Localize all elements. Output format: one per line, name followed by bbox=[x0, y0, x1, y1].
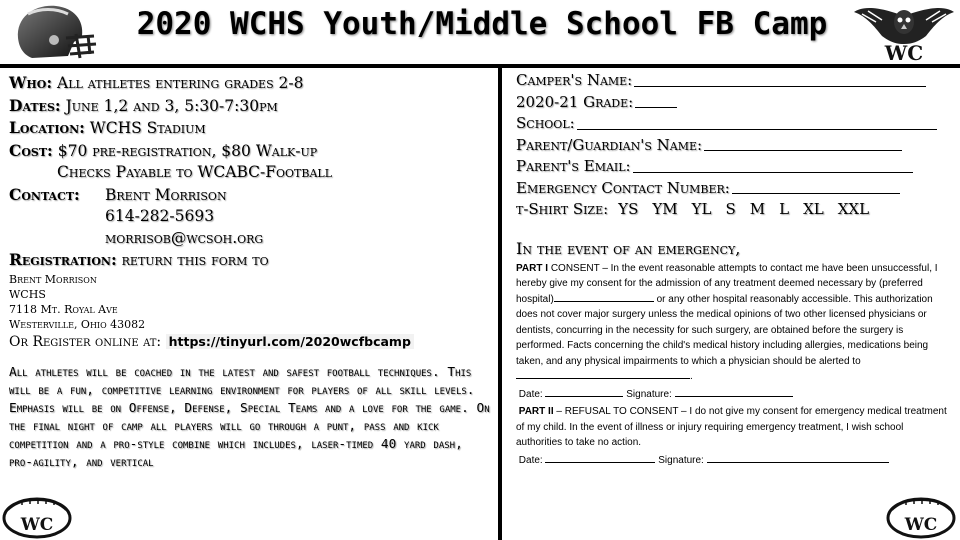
emergency-contact-field[interactable]: Emergency Contact Number: bbox=[516, 178, 952, 200]
size-option[interactable]: S bbox=[725, 200, 736, 218]
registration-link[interactable]: https://tinyurl.com/2020wcfbcamp bbox=[166, 334, 414, 349]
tshirt-size-row: t-Shirt Size: YS YM YL S M L XL XXL bbox=[516, 199, 952, 221]
hawk-mascot-logo-icon bbox=[852, 2, 956, 64]
parent-name-blank[interactable] bbox=[704, 150, 902, 151]
hospital-blank[interactable] bbox=[554, 292, 654, 302]
cost-row: Cost: $70 pre-registration, $80 Walk-up bbox=[9, 140, 318, 160]
parent-name-field[interactable]: Parent/Guardian's Name: bbox=[516, 135, 952, 157]
part1-signature-blank[interactable] bbox=[675, 387, 793, 397]
size-option[interactable]: YS bbox=[618, 200, 639, 218]
header-divider bbox=[0, 64, 960, 68]
size-option[interactable]: YL bbox=[691, 200, 712, 218]
emergency-heading: In the event of an emergency, bbox=[516, 238, 741, 258]
alert-blank[interactable] bbox=[516, 369, 690, 379]
parent-email-blank[interactable] bbox=[633, 172, 913, 173]
size-option[interactable]: XXL bbox=[837, 200, 870, 218]
part2-date-blank[interactable] bbox=[545, 453, 655, 463]
contact-row: Contact: Brent Morrison bbox=[9, 184, 227, 204]
contact-phone: 614-282-5693 bbox=[105, 207, 215, 225]
column-divider bbox=[498, 66, 502, 540]
who-row: Who: All athletes entering grades 2-8 bbox=[9, 73, 304, 92]
contact-email: morrisob@wcsoh.org bbox=[105, 228, 264, 247]
part1-date-blank[interactable] bbox=[545, 387, 623, 397]
school-field[interactable]: School: bbox=[516, 113, 952, 135]
part2-signature-blank[interactable] bbox=[707, 453, 889, 463]
camp-description: All athletes will be coached in the latest and safest football techniques. This will be a fun, competitive learning environment for players of all skill levels. Emphasis will be on Offense, Defense, Special Teams and a love for the game. On the final night of camp all players will go through a punt, pass and kick competition and a pro-style combine which includes, laser-timed 40 yard dash, pro-agility, and vertical bbox=[9, 364, 490, 470]
location-row: Location: WCHS Stadium bbox=[9, 118, 206, 137]
grade-field[interactable]: 2020-21 Grade: bbox=[516, 92, 952, 114]
football-helmet-icon bbox=[10, 2, 98, 64]
address-line: WCHS bbox=[9, 287, 46, 301]
registration-row: Registration: return this form to bbox=[9, 250, 269, 269]
parent-email-field[interactable]: Parent's Email: bbox=[516, 156, 952, 178]
school-blank[interactable] bbox=[577, 129, 937, 130]
consent-part-1-signature-row: Date: Signature: bbox=[516, 387, 952, 403]
size-option[interactable]: M bbox=[749, 200, 766, 218]
football-logo-text: WC bbox=[904, 515, 938, 535]
campers-name-field[interactable]: Camper's Name: bbox=[516, 70, 952, 92]
football-logo-icon bbox=[886, 496, 956, 540]
consent-part-2: PART II – REFUSAL TO CONSENT – I do not give my consent for emergency medical treatment of my child. In the event of illness or injury requiring emergency treatment, I wish school authorities to take no action. bbox=[516, 406, 947, 448]
mailing-address bbox=[9, 272, 494, 332]
grade-blank[interactable] bbox=[635, 107, 677, 108]
page-title: 2020 WCHS Youth/Middle School FB Camp bbox=[136, 6, 828, 42]
consent-part-2-signature-row: Date: Signature: bbox=[516, 453, 952, 469]
address-line: 7118 Mt. Royal Ave bbox=[9, 302, 118, 316]
consent-part-1: PART I CONSENT – In the event reasonable attempts to contact me have been unsuccessful, I hereby give my consent for the admission of any treatment deemed necessary by (preferred hospital) or any other hospital reasonably accessible. This authorization does not cover major surgery unless the medical opinions of two other licensed physicians or dentists, concurring in the necessity for such surgery, are obtained before the surgery is performed. Facts concerning the child's medical history including allergies, medications being taken, and any physical impairments to which a physician should be alerted to. bbox=[516, 262, 938, 382]
address-line: Westerville, Ohio 43082 bbox=[9, 317, 146, 331]
registration-form-column bbox=[516, 70, 952, 468]
online-registration-row: Or Register online at: https://tinyurl.com/2020wcfbcamp bbox=[9, 332, 494, 352]
size-option[interactable]: YM bbox=[652, 200, 678, 218]
dates-row: Dates: June 1,2 and 3, 5:30-7:30pm bbox=[9, 95, 278, 115]
emergency-contact-blank[interactable] bbox=[732, 193, 900, 194]
cost-note: Checks Payable to WCABC-Football bbox=[57, 163, 333, 181]
football-logo-icon bbox=[2, 496, 72, 540]
camp-info-column bbox=[9, 72, 494, 472]
size-option[interactable]: L bbox=[779, 200, 790, 218]
address-line: Brent Morrison bbox=[9, 272, 97, 286]
size-option[interactable]: XL bbox=[803, 200, 824, 218]
hawk-logo-text: WC bbox=[884, 41, 924, 64]
football-logo-text: WC bbox=[20, 515, 54, 535]
campers-name-blank[interactable] bbox=[634, 86, 926, 87]
